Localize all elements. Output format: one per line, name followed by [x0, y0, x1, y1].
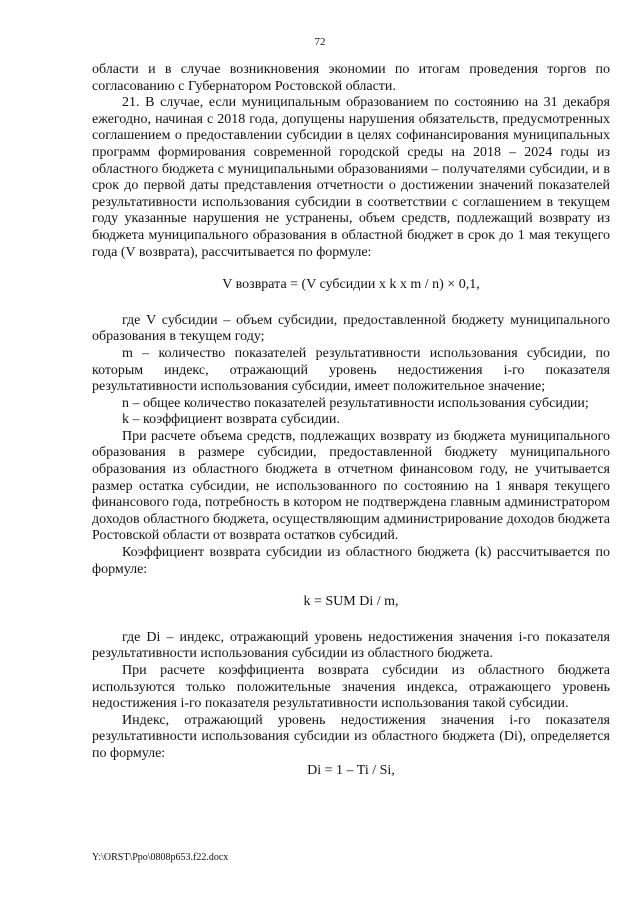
paragraph-calculation-note: При расчете объема средств, подлежащих возврату из бюджета муниципального образования в размере субсидии, предоставленной бюджету муниципального образования из областного бюджета в отчетном финансовом году, не учитывается размер остатка субсидии, не использованного по состоянию на 1 января текущего финансового года, потребность в котором не подтверждена главным администратором доходов областного бюджета, осуществляющим администрирование доходов бюджета Ростовской области от возврата остатков субсидий.	[92, 428, 610, 544]
paragraph-di-definition: где Di – индекс, отражающий уровень недостижения значения i-го показателя результативности использования субсидии из областного бюджета.	[92, 629, 610, 662]
paragraph-v-subsidy-definition: где V субсидии – объем субсидии, предоставленной бюджету муниципального образования в текущем году;	[92, 312, 610, 345]
paragraph-k-definition: k – коэффициент возврата субсидии.	[122, 412, 340, 428]
formula-k: k = SUM Di / m,	[303, 594, 399, 610]
footer-file-path: Y:\ORST\Ppo\0808p653.f22.docx	[92, 852, 229, 863]
paragraph-n-definition: n – общее количество показателей результативности использования субсидии;	[122, 395, 589, 411]
formula-di: Di = 1 – Ti / Si,	[307, 762, 395, 778]
paragraph-m-definition: m – количество показателей результативности использования субсидии, по которым индекс, отражающий уровень недостижения i-го показателя результативности использования субсидии, имеет положительное значение;	[92, 345, 610, 395]
paragraph-continuation: области и в случае возникновения экономии по итогам проведения торгов по согласованию с Губернатором Ростовской области.	[92, 62, 610, 94]
page-number: 72	[314, 36, 326, 48]
formula-v-return: V возврата = (V субсидии x k x m / n) × 0,1,	[222, 277, 480, 293]
paragraph-k-formula-intro: Коэффициент возврата субсидии из областного бюджета (k) рассчитывается по формуле:	[92, 545, 610, 577]
document-body	[92, 62, 610, 779]
paragraph-clause-21: 21. В случае, если муниципальным образованием по состоянию на 31 декабря ежегодно, начиная с 2018 года, допущены нарушения обязательств, предусмотренных соглашением о предоставлении субсидии в целях софинансирования муниципальных программ формирования современной городской среды на 2018 – 2024 годы из областного бюджета с муниципальными образованиями – получателями субсидии, и в срок до первой даты представления отчетности о достижении значений показателей результативности использования субсидии в соответствии с соглашением в текущем году указанные нарушения не устранены, объем средств, подлежащий возврату из бюджета муниципального образования в областной бюджет в срок до 1 мая текущего года (V возврата), рассчитывается по формуле:	[92, 95, 610, 260]
paragraph-positive-values-note: При расчете коэффициента возврата субсидии из областного бюджета используются только положительные значения индекса, отражающего уровень недостижения i-го показателя результативности использования такой субсидии.	[92, 663, 610, 712]
paragraph-di-formula-intro: Индекс, отражающий уровень недостижения значения i-го показателя результативности использования субсидии из областного бюджета (Di), определяется по формуле:	[92, 712, 610, 761]
